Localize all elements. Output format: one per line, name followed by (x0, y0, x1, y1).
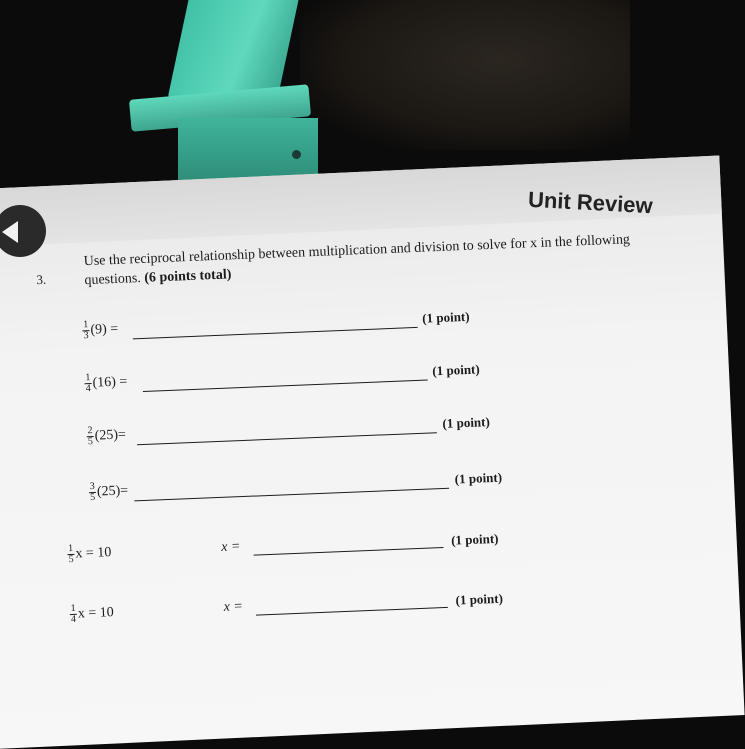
points-label: (1 point) (450, 530, 499, 548)
points-label: (1 point) (442, 414, 491, 431)
answer-line[interactable] (133, 327, 418, 339)
problem-row (2, 298, 643, 354)
page-title: Unit Review (527, 186, 654, 219)
question-number: 3. (36, 271, 47, 288)
problem-row (9, 460, 650, 516)
fraction: $\frac{1}{4}$ (70, 602, 77, 626)
problem-row (11, 521, 652, 577)
problem-expression: $\frac{1}{5}$ x = 10 (67, 542, 112, 566)
problem-expression: $\frac{2}{5}$ (25)= (87, 425, 127, 448)
fraction: $\frac{1}{4}$ (85, 372, 92, 395)
question-instruction (83, 230, 644, 290)
points-label: (1 point) (454, 469, 503, 487)
answer-line[interactable] (143, 380, 428, 392)
instruction-text: Use the reciprocal relationship between multiplication and division to solve for x in the following questions. (83, 232, 631, 289)
answer-line[interactable] (137, 432, 437, 445)
points-label: (1 point) (432, 361, 480, 379)
fraction: $\frac{1}{5}$ (67, 542, 74, 566)
problem-row (6, 404, 647, 460)
answer-line[interactable] (254, 547, 444, 556)
answer-label: x = (223, 599, 244, 615)
problem-expression: $\frac{1}{4}$ x = 10 (70, 602, 115, 626)
answer-label: x = (220, 539, 241, 555)
problem-row (4, 351, 645, 407)
points-label: (1 point) (455, 590, 504, 608)
points-total: (6 points total) (144, 267, 232, 286)
problem-expression: $\frac{3}{5}$ (25)= (89, 480, 129, 504)
answer-line[interactable] (134, 488, 449, 502)
answer-line[interactable] (256, 607, 448, 616)
fraction: $\frac{2}{5}$ (87, 425, 94, 448)
fraction: $\frac{1}{3}$ (83, 319, 89, 342)
points-label: (1 point) (421, 308, 470, 326)
problem-expression: $\frac{1}{4}$ (16) = (85, 372, 128, 395)
problem-expression: $\frac{1}{3}$ (9) = (83, 319, 119, 342)
fraction: $\frac{3}{5}$ (89, 480, 96, 504)
